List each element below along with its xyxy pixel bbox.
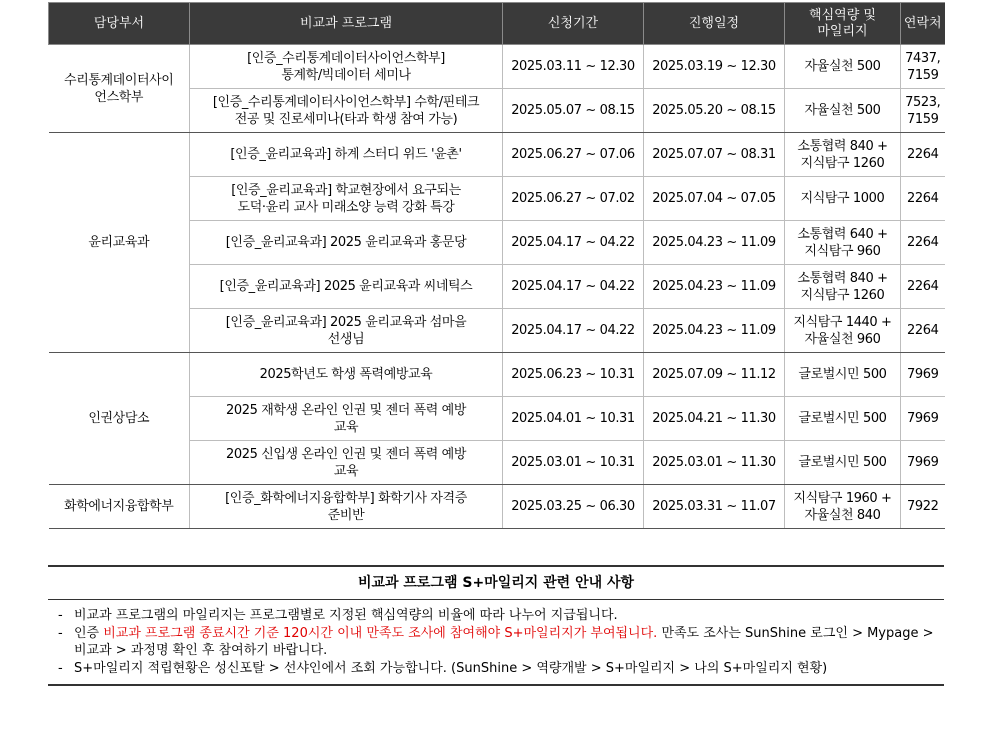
apply-cell: 2025.06.27 ~ 07.02 — [503, 177, 644, 221]
notice-item-text-prefix: 인증 — [74, 626, 104, 641]
program-cell: 2025 재학생 온라인 인권 및 젠더 폭력 예방 교육 — [190, 397, 503, 441]
schedule-cell: 2025.03.31 ~ 11.07 — [644, 485, 785, 529]
notice-item — [58, 625, 944, 659]
bullet-dash: - — [58, 626, 63, 641]
table-row — [49, 133, 945, 177]
apply-cell: 2025.04.01 ~ 10.31 — [503, 397, 644, 441]
schedule-cell: 2025.03.19 ~ 12.30 — [644, 45, 785, 89]
schedule-cell: 2025.07.07 ~ 08.31 — [644, 133, 785, 177]
contact-cell: 2264 — [901, 265, 945, 309]
program-table — [48, 2, 945, 529]
mileage-cell: 글로벌시민 500 — [785, 397, 901, 441]
table-header-row — [49, 3, 945, 45]
mileage-cell: 소통협력 840 + 지식탐구 1260 — [785, 265, 901, 309]
table-row — [49, 353, 945, 397]
apply-cell: 2025.06.23 ~ 10.31 — [503, 353, 644, 397]
contact-cell: 2264 — [901, 221, 945, 265]
bullet-dash: - — [58, 661, 63, 676]
dept-cell: 수리통계데이터사이 언스학부 — [49, 45, 190, 133]
header-mileage: 핵심역량 및 마일리지 — [785, 3, 901, 45]
schedule-cell: 2025.07.09 ~ 11.12 — [644, 353, 785, 397]
dept-cell: 화학에너지융합학부 — [49, 485, 190, 529]
program-cell: [인증_수리통계데이터사이언스학부] 수학/핀테크 전공 및 진로세미나(타과 학생 참여 가능) — [190, 89, 503, 133]
header-program: 비교과 프로그램 — [190, 3, 503, 45]
contact-cell: 2264 — [901, 309, 945, 353]
table-row — [49, 485, 945, 529]
program-cell: [인증_윤리교육과] 2025 윤리교육과 씨네틱스 — [190, 265, 503, 309]
apply-cell: 2025.04.17 ~ 04.22 — [503, 221, 644, 265]
apply-cell: 2025.04.17 ~ 04.22 — [503, 309, 644, 353]
notice-section — [48, 565, 944, 686]
program-cell: [인증_윤리교육과] 하계 스터디 위드 '윤촌' — [190, 133, 503, 177]
mileage-cell: 글로벌시민 500 — [785, 441, 901, 485]
contact-cell: 7969 — [901, 397, 945, 441]
program-cell: 2025학년도 학생 폭력예방교육 — [190, 353, 503, 397]
schedule-cell: 2025.04.23 ~ 11.09 — [644, 309, 785, 353]
header-dept: 담당부서 — [49, 3, 190, 45]
program-cell: [인증_수리통계데이터사이언스학부] 통계학/빅데이터 세미나 — [190, 45, 503, 89]
mileage-cell: 지식탐구 1000 — [785, 177, 901, 221]
apply-cell: 2025.03.25 ~ 06.30 — [503, 485, 644, 529]
header-schedule: 진행일정 — [644, 3, 785, 45]
schedule-cell: 2025.05.20 ~ 08.15 — [644, 89, 785, 133]
mileage-cell: 자율실천 500 — [785, 89, 901, 133]
program-cell: [인증_화학에너지융합학부] 화학기사 자격증 준비반 — [190, 485, 503, 529]
program-cell: [인증_윤리교육과] 2025 윤리교육과 섬마을 선생님 — [190, 309, 503, 353]
schedule-cell: 2025.04.21 ~ 11.30 — [644, 397, 785, 441]
contact-cell: 7523, 7159 — [901, 89, 945, 133]
notice-highlight-text: 비교과 프로그램 종료시간 기준 120시간 이내 만족도 조사에 참여해야 S+마일리지가 부여됩니다. — [103, 626, 658, 641]
mileage-cell: 소통협력 640 + 지식탐구 960 — [785, 221, 901, 265]
program-cell: [인증_윤리교육과] 2025 윤리교육과 홍문당 — [190, 221, 503, 265]
table-row — [49, 45, 945, 89]
dept-cell: 인권상담소 — [49, 353, 190, 485]
program-cell: 2025 신입생 온라인 인권 및 젠더 폭력 예방 교육 — [190, 441, 503, 485]
contact-cell: 7922 — [901, 485, 945, 529]
mileage-cell: 소통협력 840 + 지식탐구 1260 — [785, 133, 901, 177]
dept-cell: 윤리교육과 — [49, 133, 190, 353]
notice-list — [48, 600, 944, 686]
apply-cell: 2025.05.07 ~ 08.15 — [503, 89, 644, 133]
header-contact: 연락처 — [901, 3, 945, 45]
schedule-cell: 2025.07.04 ~ 07.05 — [644, 177, 785, 221]
apply-cell: 2025.03.11 ~ 12.30 — [503, 45, 644, 89]
schedule-cell: 2025.04.23 ~ 11.09 — [644, 265, 785, 309]
header-apply-period: 신청기간 — [503, 3, 644, 45]
contact-cell: 2264 — [901, 177, 945, 221]
contact-cell: 7437, 7159 — [901, 45, 945, 89]
contact-cell: 7969 — [901, 353, 945, 397]
apply-cell: 2025.03.01 ~ 10.31 — [503, 441, 644, 485]
mileage-cell: 글로벌시민 500 — [785, 353, 901, 397]
notice-item — [58, 607, 944, 624]
mileage-cell: 지식탐구 1440 + 자율실천 960 — [785, 309, 901, 353]
apply-cell: 2025.04.17 ~ 04.22 — [503, 265, 644, 309]
notice-item-text: 비교과 프로그램의 마일리지는 프로그램별로 지정된 핵심역량의 비율에 따라 나누어 지급됩니다. — [74, 608, 618, 623]
notice-item — [58, 660, 944, 677]
notice-item-text: S+마일리지 적립현황은 성신포탈 > 선샤인에서 조회 가능합니다. (SunShine > 역량개발 > S+마일리지 > 나의 S+마일리지 현황) — [74, 661, 828, 676]
contact-cell: 2264 — [901, 133, 945, 177]
program-cell: [인증_윤리교육과] 학교현장에서 요구되는 도덕·윤리 교사 미래소양 능력 강화 특강 — [190, 177, 503, 221]
mileage-cell: 자율실천 500 — [785, 45, 901, 89]
notice-item-text-suffix: 만족도 조사는 SunShine 로그인 > Mypage > 비교과 > 과정명 확인 후 참여하기 바랍니다. — [74, 626, 934, 658]
bullet-dash: - — [58, 608, 63, 623]
schedule-cell: 2025.03.01 ~ 11.30 — [644, 441, 785, 485]
mileage-cell: 지식탐구 1960 + 자율실천 840 — [785, 485, 901, 529]
contact-cell: 7969 — [901, 441, 945, 485]
notice-title: 비교과 프로그램 S+마일리지 관련 안내 사항 — [48, 565, 944, 600]
apply-cell: 2025.06.27 ~ 07.06 — [503, 133, 644, 177]
schedule-cell: 2025.04.23 ~ 11.09 — [644, 221, 785, 265]
